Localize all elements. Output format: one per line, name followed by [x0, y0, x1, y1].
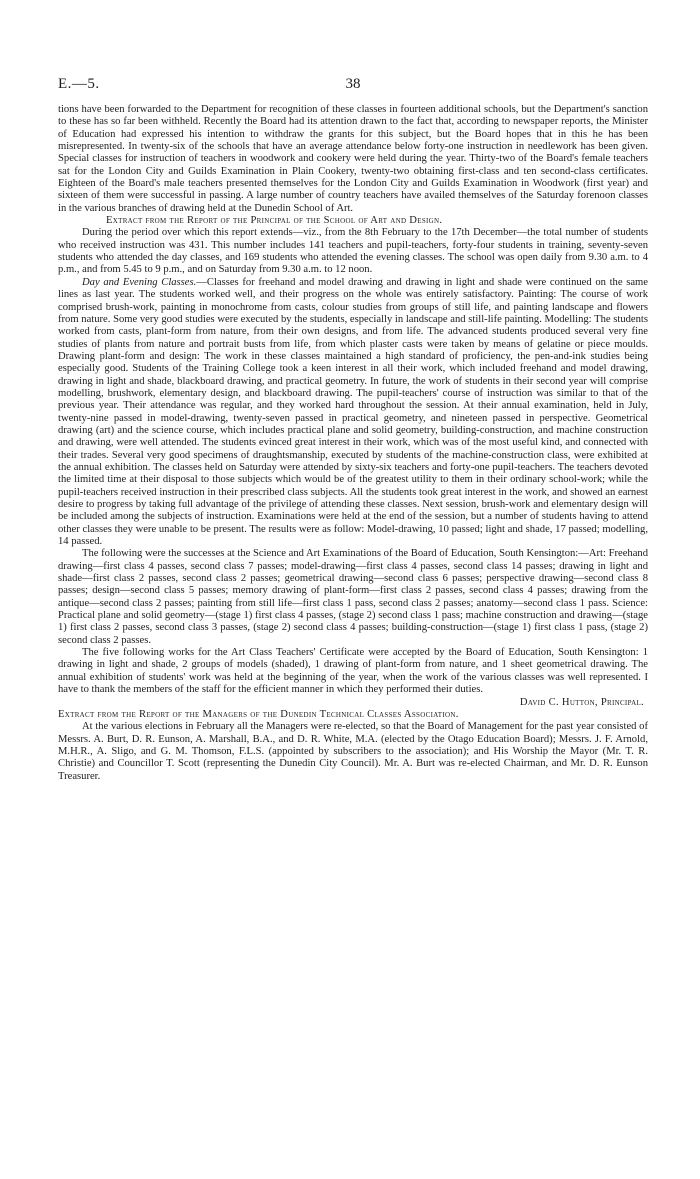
signature-principal: David C. Hutton, Principal. [519, 696, 644, 708]
paragraph-south-kensington-results: The following were the successes at the Science and Art Examinations of the Board of Education, South Kensington:—Art: Freehand drawing—first class 4 passes, second class 7 passes; model-drawing—first class 4 passes, second class 14 passes; drawing in light and shade—first class 2 passes, second class 2 passes; geometrical drawing—second class 6 passes; perspective drawing—second class 8 passes; design—second class 5 passes; memory drawing of plant-form—first class 2 passes, second class 4 passes; drawing from the antique—second class 2 passes; painting from still life—first class 1 pass, second class 2 passes; anatomy—second class 1 pass. Science: Practical plane and solid geometry—(stage 1) first class 4 passes, (stage 2) second class 1 pass; machine construction and drawing—(stage 1) first class 2 passes, second class 3 passes, (stage 2) second class 4 passes; building-construction—(stage 1) first class 1 pass, (stage 2) second class 2 passes. [58, 548, 648, 646]
page-header [58, 74, 648, 94]
paragraph-report-period: During the period over which this report extends—viz., from the 8th February to the 17th December—the total number of students who received instruction was 431. This number includes 141 teachers and pupil-teachers, forty-four students in training, seventy-seven students who attended the day classes, and 169 students who attended the evening classes. The school was open daily from 9.30 a.m. to 4 p.m., and from 5.45 to 9 p.m., and on Saturday from 9.30 a.m. to 12 noon. [58, 227, 648, 276]
paragraph-art-class-certificate: The five following works for the Art Class Teachers' Certificate were accepted by the Board of Education, South Kensington: 1 drawing in light and shade, 2 groups of models (shaded), 1 drawing of plant-form from nature, and 1 sheet geometrical drawing. The annual exhibition of students' work was held at the beginning of the year, when the work of the various classes was well represented. I have to thank the members of the staff for the efficient manner in which they performed their duties. [58, 647, 648, 696]
section-heading-school-of-art: Extract from the Report of the Principal of the School of Art and Design. [106, 215, 443, 227]
paragraph-managers-elections: At the various elections in February all the Managers were re-elected, so that the Board of Management for the past year consisted of Messrs. A. Burt, D. R. Eunson, A. Marshall, B.A., and D. R. White, M.A. (elected by the Otago Education Board); Messrs. J. F. Arnold, M.H.R., A. Sligo, and G. M. Thomson, F.L.S. (appointed by subscribers to the association); and His Worship the Mayor (Mr. T. R. Christie) and Councillor T. Scott (representing the Dunedin City Council). Mr. A. Burt was re-elected Chairman, and Mr. D. R. Eunson Treasurer. [58, 721, 648, 782]
paragraph-needlework-continuation: tions have been forwarded to the Department for recognition of these classes in fourteen additional schools, but the Department's sanction to these has so far been withheld. Recently the Board had its attention drawn to the fact that, according to newspaper reports, the Minister of Education had expressed his intention to withdraw the grants for this subject, but the Board hopes that in this he has been misrepresented. In twenty-six of the schools that have an average attendance below forty-one instruction in needlework has been given. Special classes for instruction of teachers in woodwork and cookery were held during the year. Thirty-two of the Board's female teachers sat for the London City and Guilds Examination in Plain Cookery, twenty-two obtaining first-class and ten second-class certificates. Eighteen of the Board's male teachers presented themselves for the London City and Guilds Examination in Woodwork (first year) and sixteen of them were successful in passing. A large number of country teachers have availed themselves of the Saturday forenoon classes in the various branches of drawing held at the Dunedin School of Art. [58, 104, 648, 214]
subheading-day-evening-classes: Day and Evening Classes. [82, 276, 197, 288]
page-number: 38 [345, 76, 361, 92]
document-reference: E.—5. [58, 76, 100, 92]
section-heading-technical-classes: Extract from the Report of the Managers of the Dunedin Technical Classes Association. [58, 708, 459, 720]
paragraph-day-evening-classes [58, 277, 648, 549]
document-body [58, 104, 648, 783]
paragraph-day-evening-classes-text: —Classes for freehand and model drawing and drawing in light and shade were continued on the same lines as last year. The students worked well, and their progress on the whole was entirely satisfactory. Painting: The course of work comprised brush-work, painting in monochrome from casts, colour studies from groups of still life, and painting landscape and flowers from nature. Some very good studies were executed by the students, especially in landscape and still-life painting. Modelling: The students worked from casts, plant-form from nature, from their own designs, and from life. The advanced students produced several very fine studies of plants from nature and portrait busts from life, from which plaster casts were taken by means of gelatine or piece moulds. Drawing plant-form and design: The work in these classes maintained a high standard of proficiency, the pen-and-ink studies being especially good. Students of the Training College took a keen interest in all their work, which included freehand and model drawing, drawing in light and shade, blackboard drawing, and practical geometry. In future, the work of students in their second year will comprise modelling, brushwork, elementary design, and blackboard drawing. The pupil-teachers' course of instruction was similar to that of the previous year. Their attendance was regular, and they worked hard throughout the session. At their annual examination, held in July, twenty-nine passed in model-drawing, twenty-seven passed in practical geometry, and nineteen passed in perspective. Geometrical drawing (art) and the science course, which includes practical plane and solid geometry, building-construction, and machine construction and drawing, were well attended. The students evinced great interest in their work, which was of the most useful kind, and connected with their trades. Several very good specimens of draughtsmanship, executed by students of the machine-construction class, were exhibited at the annual exhibition. The classes held on Saturday were attended by sixty-six teachers and forty-one pupil-teachers. The teachers devoted the limited time at their disposal to those subjects which would be of the greatest utility to them in their ordinary school-work; while the pupil-teachers received instruction in their prescribed class subjects. All the students took great interest in the work, and showed an earnest desire to progress by taking full advantage of the privilege of attending these classes. Next session, brush-work and elementary design will be included among the subjects of instruction. Examinations were held at the end of the session, but a number of students having to attend other classes they were unable to be present. The results were as follow: Model-drawing, 10 passed; light and shade, 17 passed; modelling, 14 passed. [58, 276, 648, 548]
